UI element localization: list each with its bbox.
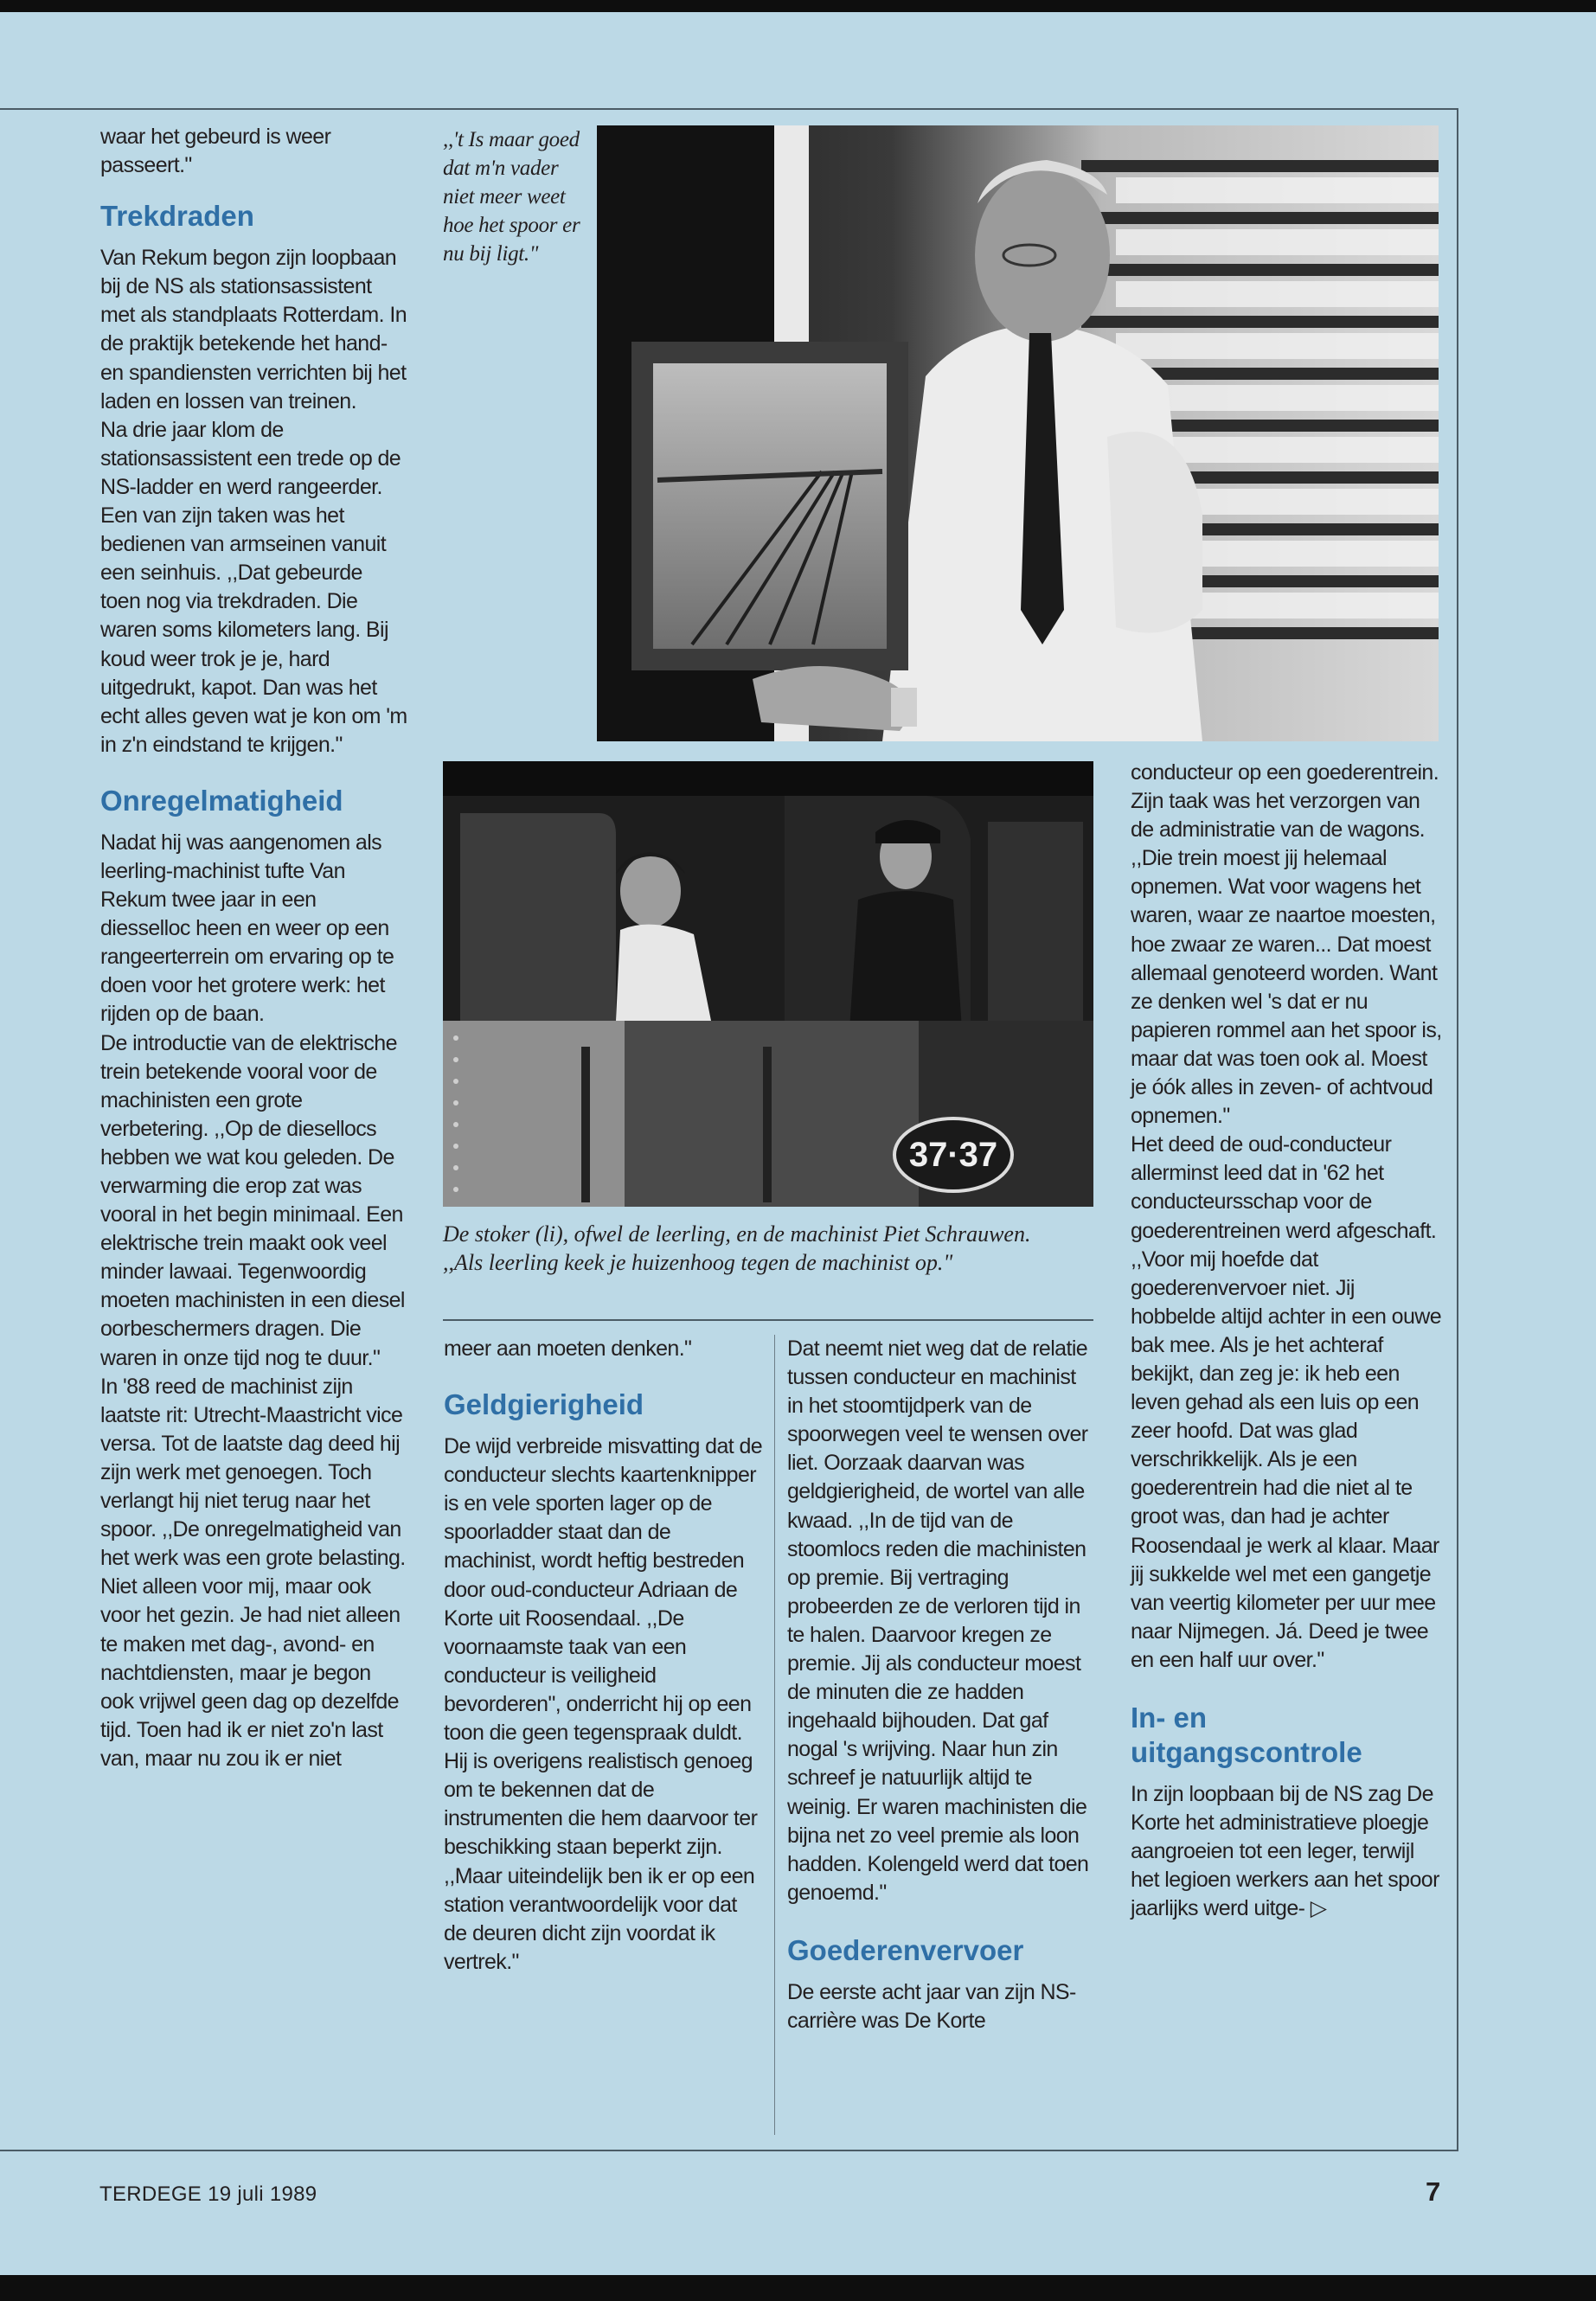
photo-caption: De stoker (li), ofwel de leerling, en de machinist Piet Schrauwen. ,,Als leerling keek je huizenhoog tegen de machinist op."	[443, 1221, 1031, 1275]
pull-quote: ,,'t Is maar goed dat m'n vader niet meer weet hoe het spoor er nu bij ligt."	[443, 128, 580, 266]
photo-man-with-painting	[597, 125, 1439, 741]
column-divider	[774, 1335, 775, 2135]
paragraph: In '88 reed de machinist zijn laatste rit: Utrecht-Maastricht vice versa. Tot de laatste dag deed hij zijn werk met genoegen. Toch verlangt hij niet terug naar het spoor. ,,De onregelmatigheid van het werk was een grote belasting. Niet alleen voor mij, maar ook voor het gezin. Je had niet alleen te maken met dag-, avond- en nachtdiensten, maar je begon ook vrijwel geen dag op dezelfde tijd. Toen had ik er niet zo'n last van, maar nu zou ik er niet	[100, 1374, 406, 1771]
paragraph: De introductie van de elektrische trein betekende vooral voor de machinisten een grote verbetering. ,,Op de diesellocs hebben we wat kou geleden. De verwarming die erop zat was vooral in het begin minimaal. Een elektrische trein maakt ook veel minder lawaai. Tegenwoordig moeten machinisten in een diesel oorbeschermers dragen. Die waren in onze tijd nog te duur."	[100, 1030, 405, 1370]
subheading-geldgierigheid: Geldgierigheid	[444, 1388, 644, 1421]
subheading-trekdraden: Trekdraden	[100, 200, 254, 233]
scan-border-top	[0, 0, 1596, 12]
paragraph: Het deed de oud-conducteur allerminst leed dat in '62 het conducteursschap voor de goederentreinen werd afgeschaft. ,,Voor mij hoefde dat goederenvervoer niet. Jij hobbelde altijd achter in een ouwe bak mee. Als je het achteraf bekijkt, dan zeg je: ik heb een leven gehad als een luis op een zeer hoofd. Dat was glad verschrikkelijk. Als je een goederentrein had die niet al te groot was, dan had je achter Roosendaal je werk al klaar. Maar jij sukkelde wel met een gangetje van veertig kilometer per uur mee naar Nijmegen. Já. Deed je twee en een half uur over."	[1131, 1132, 1442, 1672]
subheading-onregelmatigheid: Onregelmatigheid	[100, 784, 343, 817]
paragraph: Van Rekum begon zijn loopbaan bij de NS als stationsassistent met als standplaats Rotterdam. In de praktijk betekende het hand- en spandiensten verrichten bij het laden en lossen van treinen.	[100, 246, 407, 413]
frame-rule-bottom	[0, 2150, 1458, 2151]
paragraph: Dat neemt niet weg dat de relatie tussen conducteur en machinist in het stoomtijdperk van de spoorwegen veel te wensen over liet. Oorzaak daarvan was geldgierigheid, de wortel van alle kwaad. ,,In de tijd van de stoomlocs reden die machinisten op premie. Bij vertraging probeerden ze de verloren tijd in te halen. Daarvoor kregen ze premie. Jij als conducteur moest de minuten die ze hadden ingehaald bijhouden. Dat gaf nogal 's wrijving. Naar hun zin schreef je natuurlijk altijd te weinig. Er waren machinisten die bijna net zo veel premie als loon hadden. Kolengeld werd dat toen genoemd."	[787, 1336, 1089, 1905]
column-1	[100, 123, 407, 1773]
paragraph: waar het gebeurd is weer passeert."	[100, 125, 331, 178]
subheading-in-en-uitgangscontrole: In- en uitgangscontrole	[1131, 1702, 1362, 1768]
paragraph: Nadat hij was aangenomen als leerling-machinist tufte Van Rekum twee jaar in een diesselloc heen en weer op een rangeerterrein om ervaring op te doen voor het grotere werk: het rijden op de baan.	[100, 830, 394, 1027]
paragraph: Na drie jaar klom de stationsassistent een trede op de NS-ladder en werd rangeerder. Een van zijn taken was het bedienen van armseinen vanuit een seinhuis. ,,Dat gebeurde toen nog via trekdraden. Die waren soms kilometers lang. Bij koud weer trok je je, hard uitgedrukt, kapot. Dan was het echt alles geven wat je kon om 'm in z'n eindstand te krijgen."	[100, 417, 407, 757]
footer-magazine-date: TERDEGE 19 juli 1989	[99, 2182, 317, 2206]
subheading-goederenvervoer: Goederenvervoer	[787, 1933, 1024, 1966]
column-3	[787, 1335, 1090, 2035]
frame-rule-top	[0, 108, 1458, 110]
paragraph: De wijd verbreide misvatting dat de conducteur slechts kaartenknipper is en vele sporten lager op de spoorladder staat dan de machinist, wordt heftig bestreden door oud-conducteur Adriaan de Korte uit Roosendaal. ,,De voornaamste taak van een conducteur is veiligheid bevorderen", onderricht hij op een toon die geen tegenspraak duldt. Hij is overigens realistisch genoeg om te bekennen dat de instrumenten die hem daarvoor ter beschikking staan beperkt zijn. ,,Maar uiteindelijk ben ik er op een station verantwoordelijk voor dat de deuren dicht zijn voordat ik vertrek."	[444, 1434, 763, 1974]
photo-steam-locomotive-image	[443, 761, 1093, 1207]
paragraph: De eerste acht jaar van zijn NS-carrière was De Korte	[787, 1979, 1076, 2033]
paragraph: conducteur op een goederentrein. Zijn taak was het verzorgen van de administratie van de wagons. ,,Die trein moest jij helemaal opnemen. Wat voor wagens het waren, waar ze naartoe moesten, hoe zwaar ze waren... Dat moest allemaal genoteerd worden. Want ze denken wel 's dat er nu papieren rommel aan het spoor is, maar dat was toen ook al. Moest je óók alles in zeven- of achtvoud opnemen."	[1131, 760, 1442, 1129]
loco-number: 37·37	[908, 1136, 998, 1174]
photo-steam-locomotive	[443, 761, 1093, 1207]
scan-border-bottom	[0, 2275, 1596, 2301]
photo-man-with-painting-image	[597, 125, 1439, 741]
caption-rule	[443, 1319, 1093, 1321]
paragraph: meer aan moeten denken."	[444, 1336, 692, 1361]
column-4	[1131, 759, 1442, 1923]
frame-rule-right	[1457, 108, 1458, 2150]
paragraph: In zijn loopbaan bij de NS zag De Korte het administratieve ploegje aangroeien tot een leger, terwijl het legioen werkers aan het spoor jaarlijks werd uitge- ▷	[1131, 1782, 1439, 1921]
page-number: 7	[1426, 2176, 1441, 2207]
column-2	[444, 1335, 764, 1977]
